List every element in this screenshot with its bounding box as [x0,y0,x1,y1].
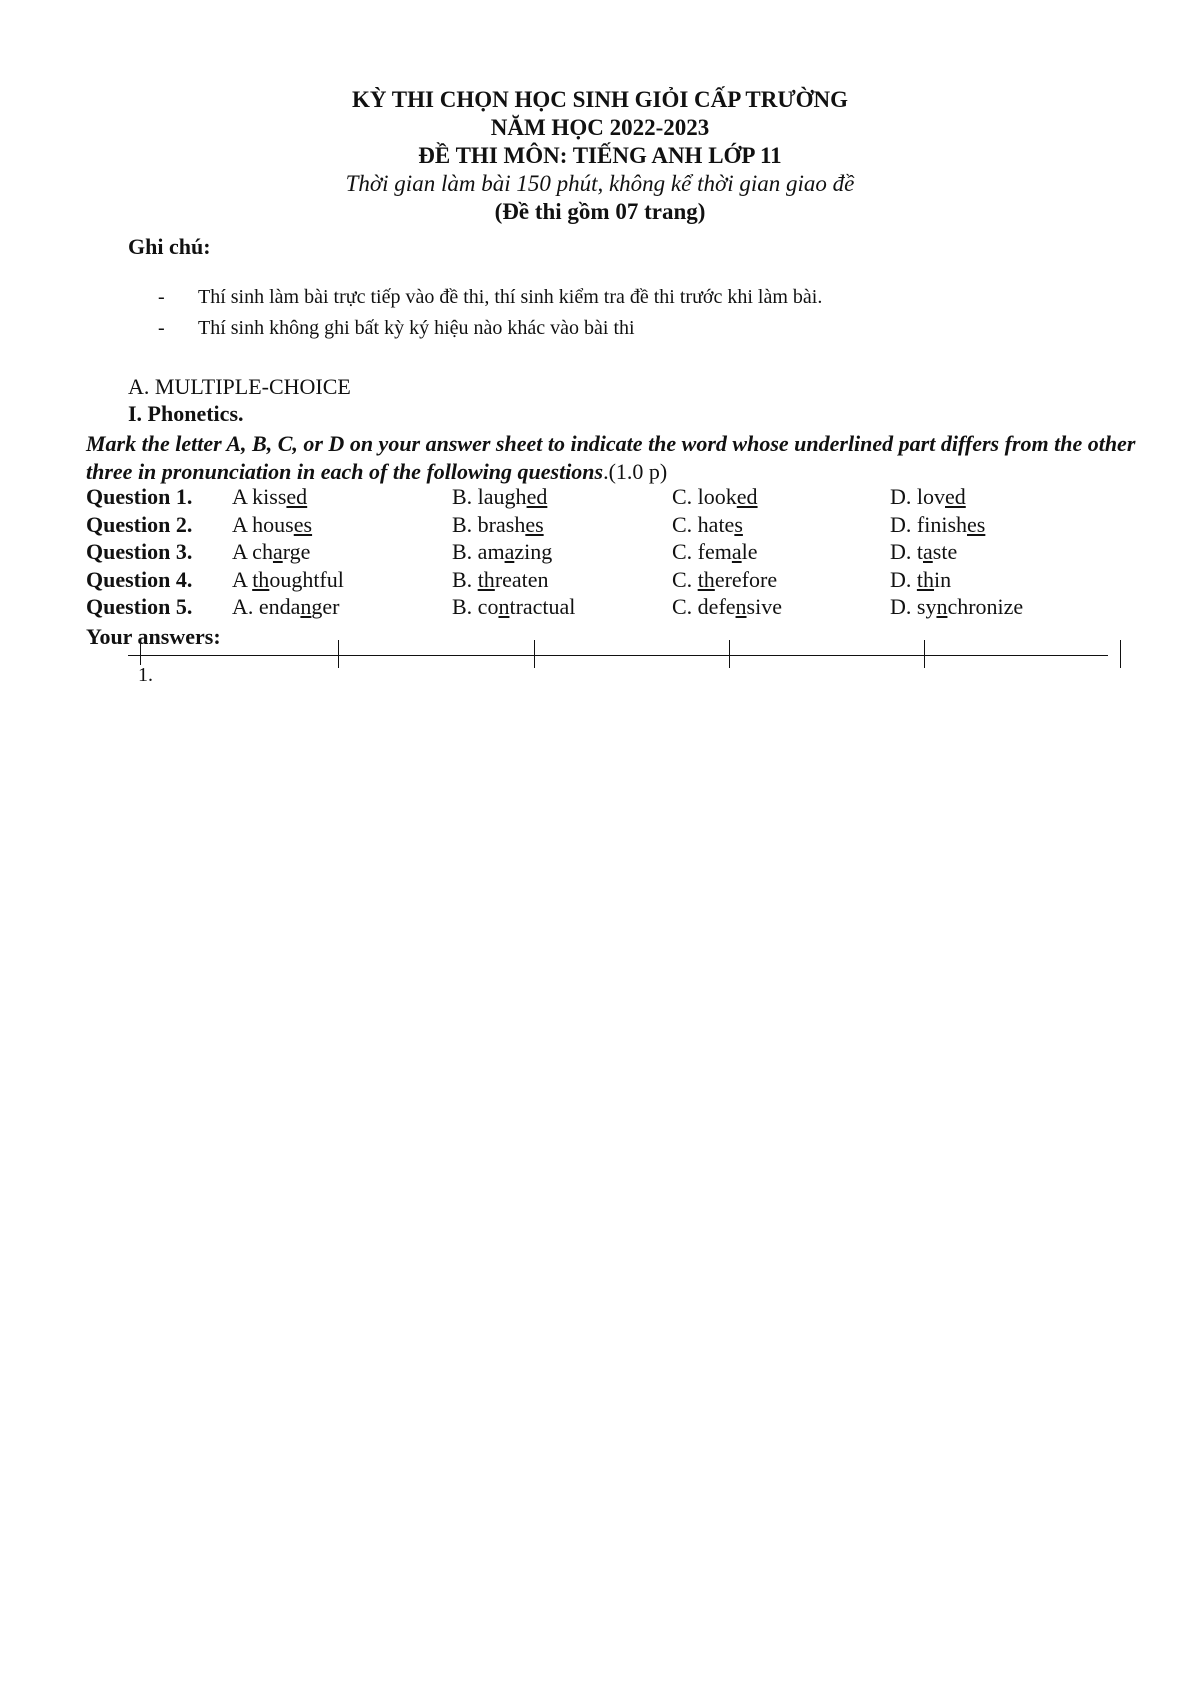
option-c: C. defensive [672,594,782,619]
option-a: A charge [232,539,311,564]
option-d: D. synchronize [890,594,1024,619]
option-d: D. taste [890,539,958,564]
instruction-points: .(1.0 p) [603,459,668,484]
question-label: Question 4. [86,566,193,592]
subject-title: ĐỀ THI MÔN: TIẾNG ANH LỚP 11 [418,143,782,168]
bullet-dash: - [158,286,165,308]
option-b: B. threaten [452,566,549,592]
option-d: D. thin [890,566,952,592]
answer-divider [534,640,535,668]
question-label: Question 2. [86,511,193,537]
option-c: C. hates [672,511,743,537]
note-text: Thí sinh làm bài trực tiếp vào đề thi, thí sinh kiểm tra đề thi trước khi làm bài. [198,286,823,308]
question-label: Question 5. [86,594,193,619]
notes-list [158,282,822,344]
exam-title: KỲ THI CHỌN HỌC SINH GIỎI CẤP TRƯỜNG [351,87,849,112]
notes-title: Ghi chú: [128,234,211,259]
page-count: (Đề thi gồm 07 trang) [494,199,706,224]
answers-label: Your answers: [86,624,221,649]
option-d: D. finishes [890,511,986,537]
option-c: C. looked [672,484,758,509]
option-a: A kissed [232,484,308,509]
option-a: A. endanger [232,594,340,619]
option-a: A thoughtful [232,566,344,592]
option-b: B. amazing [452,539,553,564]
school-year: NĂM HỌC 2022-2023 [490,115,710,140]
option-d: D. loved [890,484,966,509]
option-a: A houses [232,511,313,537]
option-b: B. brashes [452,511,544,537]
answer-divider [1120,640,1121,668]
time-limit: Thời gian làm bài 150 phút, không kể thời gian giao đề [345,171,855,196]
option-c: C. female [672,539,758,564]
bullet-dash: - [158,317,165,339]
instruction [86,430,1146,486]
question-label: Question 3. [86,539,193,564]
answer-divider [140,643,141,665]
question-label: Question 1. [86,484,193,509]
answer-number: 1. [138,664,153,686]
exam-header [0,86,1200,226]
section-a-heading: A. MULTIPLE-CHOICE [128,374,351,399]
answer-divider [729,640,730,668]
answer-divider [924,640,925,668]
note-item [158,313,822,344]
option-c: C. therefore [672,566,778,592]
instruction-text: Mark the letter A, B, C, or D on your answer sheet to indicate the word whose underlined part differs from the other three in pronunciation in each of the following questions [86,431,1136,484]
answer-line [128,655,1108,656]
note-text: Thí sinh không ghi bất kỳ ký hiệu nào khác vào bài thi [198,317,635,339]
option-b: B. contractual [452,594,576,619]
section-i-heading: I. Phonetics. [128,401,244,426]
answer-divider [338,640,339,668]
option-b: B. laughed [452,484,548,509]
note-item [158,282,822,313]
